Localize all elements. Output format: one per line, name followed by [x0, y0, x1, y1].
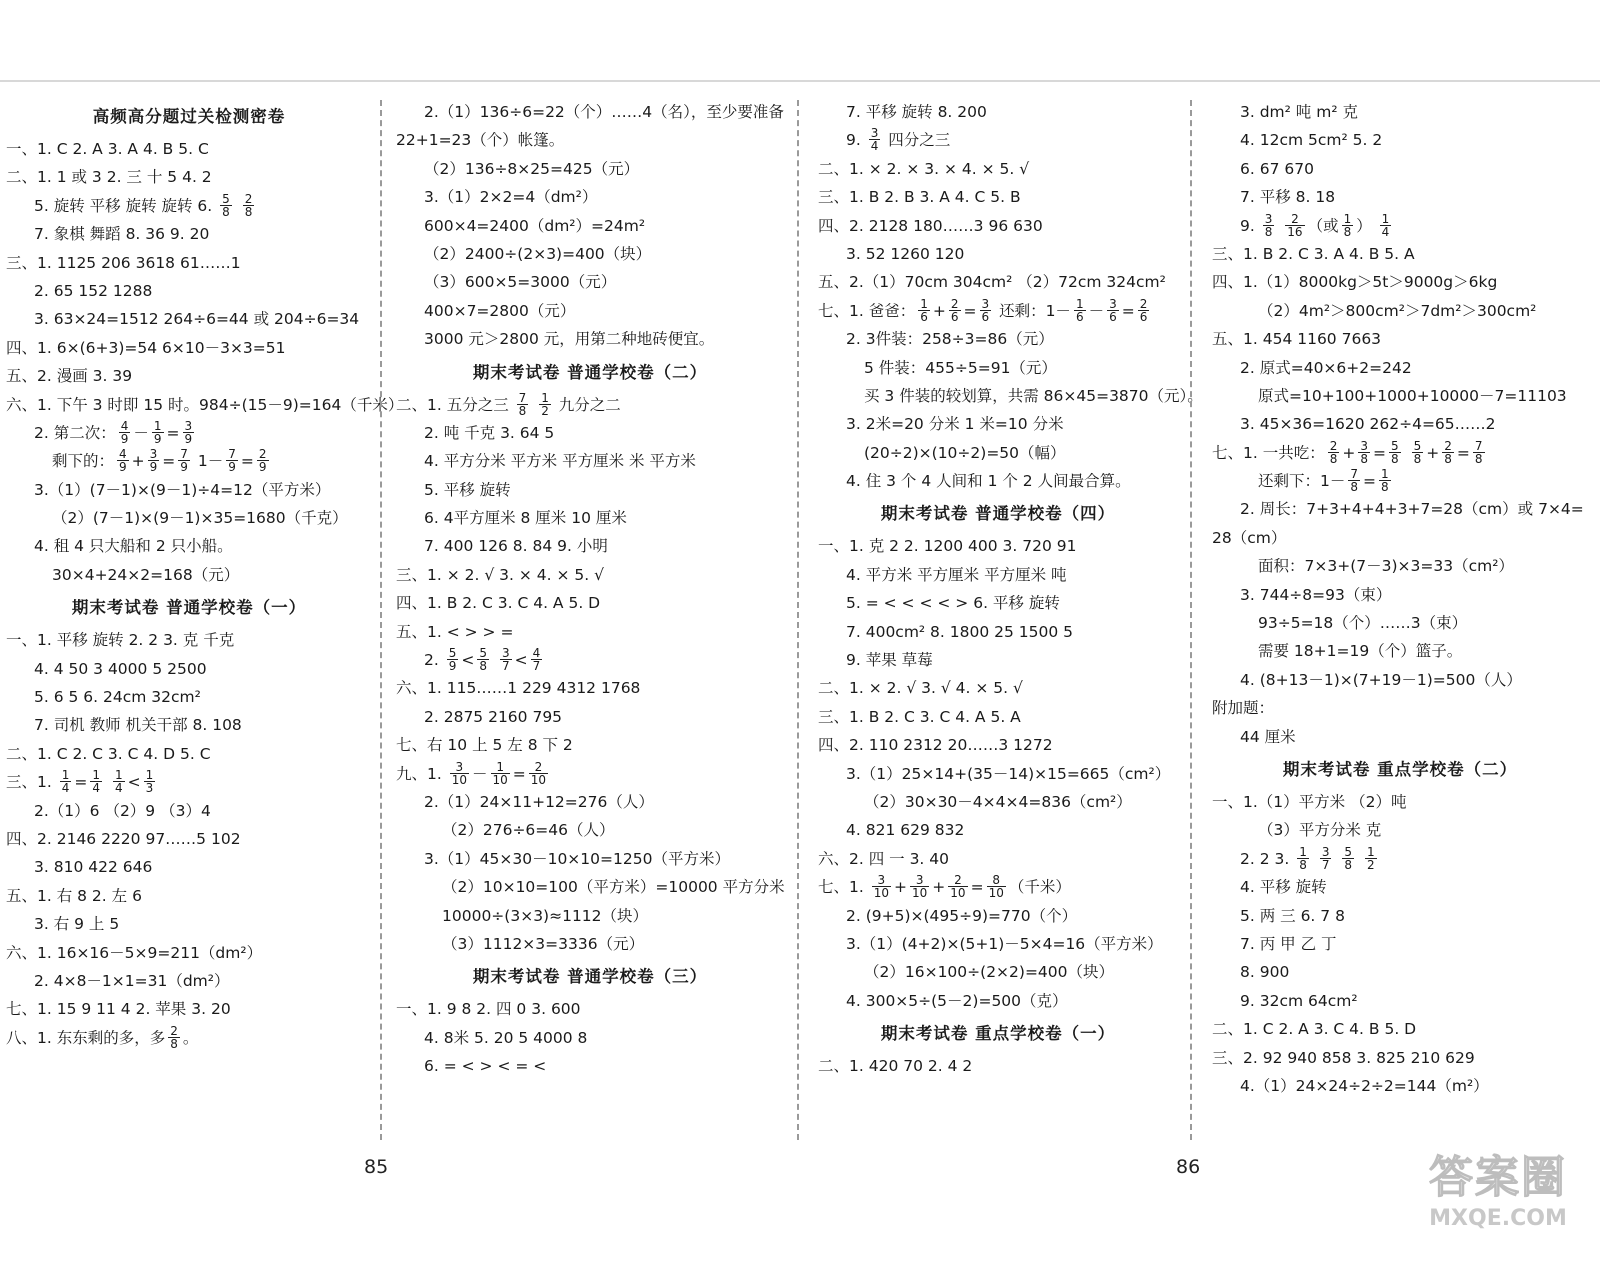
- answer-line: 7. 400cm² 8. 1800 25 1500 5: [846, 622, 1074, 641]
- fraction: $\frac{1}{10}$: [492, 759, 508, 787]
- answer-line: 4. 12cm 5cm² 5. 2: [1240, 131, 1383, 150]
- answer-line: 七、1. 爸爸： $\frac{1}{6}$ + $\frac{2}{6}$ = $\frac{3}{6}$ 还剩：1－ $\frac{1}{6}$ － $\frac{3}{6}$ = $\frac{2}{6}$: [818, 296, 1148, 324]
- answer-line: 3. 810 422 646: [34, 858, 153, 877]
- fraction: $\frac{2}{10}$: [530, 759, 547, 787]
- fraction: $\frac{1}{8}$: [1343, 211, 1352, 239]
- answer-line: 7. 平移 8. 18: [1240, 188, 1336, 207]
- answer-line: 10000÷(3×3)≈1112（块）: [442, 906, 649, 925]
- column-4: [1212, 98, 1588, 1100]
- fraction: $\frac{1}{8}$: [1299, 844, 1307, 872]
- answer-line: 4. 300×5÷(5－2)=500（克）: [846, 991, 1068, 1010]
- fraction: $\frac{8}{10}$: [988, 873, 1004, 901]
- fraction: $\frac{3}{8}$: [1264, 211, 1273, 239]
- watermark-logo: 答案圈: [1429, 1152, 1567, 1203]
- fraction: $\frac{1}{4}$: [1381, 211, 1390, 239]
- answer-line: 四、2. 110 2312 20……3 1272: [818, 736, 1053, 755]
- fraction: $\frac{3}{10}$: [873, 873, 889, 901]
- top-rule: [0, 80, 1600, 82]
- answer-line: 二、1. 1 或 3 2. 三 十 5 4. 2: [6, 168, 212, 187]
- answer-line: 三、1. $\frac{1}{4}$ = $\frac{1}{4}$ $\frac{1}{4}$ < $\frac{1}{3}$: [6, 768, 154, 796]
- answer-line: 一、1. 9 8 2. 四 0 3. 600: [396, 1000, 581, 1019]
- answer-line: （2）(7－1)×(9－1)×35=1680（千克）: [52, 509, 348, 528]
- fraction: $\frac{5}{9}$: [448, 646, 457, 674]
- answer-line: 六、2. 四 一 3. 40: [818, 849, 950, 868]
- fraction: $\frac{3}{7}$: [1321, 844, 1330, 872]
- fraction: $\frac{2}{16}$: [1287, 211, 1303, 239]
- fraction: $\frac{3}{6}$: [981, 296, 990, 324]
- fraction: $\frac{2}{8}$: [170, 1023, 178, 1051]
- page-number-right: 86: [1176, 1156, 1201, 1178]
- answer-line: （3）1112×3=3336（元）: [442, 934, 645, 953]
- column-1: [6, 98, 404, 1052]
- answer-line: 2.（1）24×11+12=276（人）: [424, 792, 654, 811]
- answer-line: 五、1. < > > =: [396, 622, 514, 641]
- column-divider-3: [1190, 100, 1192, 1140]
- answer-line: 二、1. 420 70 2. 4 2: [818, 1057, 973, 1076]
- answer-line: 6. = < > < = <: [424, 1057, 547, 1076]
- answer-line: （3）600×5=3000（元）: [424, 273, 617, 292]
- answer-line: 6. 4平方厘米 8 厘米 10 厘米: [424, 509, 627, 528]
- answer-line: 5. 两 三 6. 7 8: [1240, 906, 1345, 925]
- column-divider-2: [797, 100, 799, 1140]
- answer-line: （2）2400÷(2×3)=400（块）: [424, 244, 652, 263]
- answer-line: 9. $\frac{3}{8}$ $\frac{2}{16}$ （或 $\frac{1}{8}$ ） $\frac{1}{4}$: [1240, 211, 1390, 239]
- answer-line: 5. 平移 旋转: [424, 480, 511, 499]
- answer-line: 30×4+24×2=168（元）: [52, 565, 240, 584]
- fraction: $\frac{3}{9}$: [184, 418, 193, 446]
- fraction: $\frac{1}{4}$: [61, 768, 70, 796]
- answer-line: 44 厘米: [1240, 727, 1296, 746]
- answer-line: 3. 744÷8=93（束）: [1240, 585, 1392, 604]
- answer-line: 五、1. 454 1160 7663: [1212, 330, 1382, 349]
- answer-line: 4. 平移 旋转: [1240, 878, 1327, 897]
- answer-line: 2. 3件装：258÷3=86（元）: [846, 330, 1054, 349]
- answer-line: （2）30×30－4×4×4=836（cm²）: [864, 792, 1132, 811]
- answer-line: 五、2.（1）70cm 304cm² （2）72cm 324cm²: [818, 273, 1166, 292]
- answer-line: 5. 6 5 6. 24cm 32cm²: [34, 688, 201, 707]
- watermark: [1408, 1150, 1588, 1250]
- fraction: $\frac{7}{8}$: [518, 390, 527, 418]
- answer-line: (20÷2)×(10÷2)=50（幅）: [864, 443, 1066, 462]
- answer-line: （2）136÷8×25=425（元）: [424, 159, 640, 178]
- answer-line: 六、1. 16×16－5×9=211（dm²）: [6, 943, 263, 962]
- section-heading: 期末考试卷 重点学校卷（二）: [1282, 759, 1518, 779]
- answer-line: 三、2. 92 940 858 3. 825 210 629: [1212, 1048, 1475, 1067]
- answer-line: 七、右 10 上 5 左 8 下 2: [396, 736, 573, 755]
- fraction: $\frac{5}{8}$: [222, 191, 230, 219]
- answer-line: （2）4m²＞800cm²＞7dm²＞300cm²: [1258, 301, 1537, 320]
- answer-line: 七、1. $\frac{3}{10}$ + $\frac{3}{10}$ + $\frac{2}{10}$ = $\frac{8}{10}$ （千米）: [818, 873, 1071, 901]
- answer-line: 2. 吨 千克 3. 64 5: [424, 423, 555, 442]
- answer-line: 二、1. × 2. √ 3. √ 4. × 5. √: [818, 679, 1023, 698]
- fraction: $\frac{7}{9}$: [180, 447, 188, 475]
- fraction: $\frac{1}{9}$: [153, 418, 162, 446]
- answer-line: 一、1. 平移 旋转 2. 2 3. 克 千克: [6, 631, 235, 650]
- fraction: $\frac{5}{8}$: [479, 646, 487, 674]
- fraction: $\frac{4}{9}$: [119, 447, 127, 475]
- answer-line: 7. 司机 教师 机关干部 8. 108: [34, 716, 242, 735]
- answer-line: 6. 67 670: [1240, 159, 1314, 178]
- fraction: $\frac{2}{10}$: [950, 873, 966, 901]
- answer-line: 五、1. 右 8 2. 左 6: [6, 886, 142, 905]
- answer-line: 需要 18+1=19（个）篮子。: [1258, 642, 1463, 661]
- section-heading: 期末考试卷 重点学校卷（一）: [880, 1024, 1116, 1044]
- answer-line: 4. 8米 5. 20 5 4000 8: [424, 1028, 588, 1047]
- fraction: $\frac{5}{8}$: [1344, 844, 1353, 872]
- answer-line: 2. 2875 2160 795: [424, 707, 563, 726]
- fraction: $\frac{5}{8}$: [1413, 438, 1422, 466]
- answer-line: 3.（1）25×14+(35－14)×15=665（cm²）: [846, 764, 1171, 783]
- answer-line: 四、1. B 2. C 3. C 4. A 5. D: [396, 594, 601, 613]
- fraction: $\frac{2}{6}$: [950, 296, 959, 324]
- column-2: [396, 98, 784, 1081]
- answer-line: 四、2. 2146 2220 97……5 102: [6, 829, 241, 848]
- answer-line: 七、1. 一共吃： $\frac{2}{8}$ + $\frac{3}{8}$ = $\frac{5}{8}$ $\frac{5}{8}$ + $\frac{2}{8}$ = $\frac{7}{8}$: [1212, 438, 1483, 466]
- section-heading: 期末考试卷 普通学校卷（二）: [472, 362, 708, 382]
- answer-line: 4. 平方分米 平方米 平方厘米 米 平方米: [424, 452, 696, 471]
- answer-line: 93÷5=18（个）……3（束）: [1258, 614, 1468, 633]
- section-heading: 期末考试卷 普通学校卷（四）: [880, 504, 1116, 524]
- page-number-left: 85: [364, 1156, 389, 1178]
- answer-line: 4. 平方米 平方厘米 平方厘米 吨: [846, 565, 1067, 584]
- answer-line: 2. 4×8－1×1=31（dm²）: [34, 971, 230, 990]
- answer-line: 8. 900: [1240, 963, 1290, 982]
- answer-line: 面积：7×3+(7－3)×3=33（cm²）: [1258, 557, 1514, 576]
- answer-line: 2. 第二次： $\frac{4}{9}$ － $\frac{1}{9}$ = $\frac{3}{9}$: [34, 418, 193, 446]
- fraction: $\frac{1}{2}$: [541, 390, 549, 418]
- answer-line: 买 3 件装的较划算，共需 86×45=3870（元）。: [864, 386, 1203, 405]
- fraction: $\frac{7}{9}$: [228, 447, 236, 475]
- answer-line: 9. 32cm 64cm²: [1240, 991, 1358, 1010]
- section-heading: 期末考试卷 普通学校卷（一）: [71, 598, 307, 618]
- answer-line: 3. 45×36=1620 262÷4=65……2: [1240, 415, 1496, 434]
- answer-line: 3.（1）(7－1)×(9－1)÷4=12（平方米）: [34, 480, 331, 499]
- answer-line: 3000 元＞2800 元，用第二种地砖便宜。: [424, 330, 715, 349]
- section-heading: 高频高分题过关检测密卷: [92, 107, 286, 126]
- answer-line: 9. 苹果 草莓: [846, 651, 933, 670]
- answer-line: 剩下的： $\frac{4}{9}$ + $\frac{3}{9}$ = $\frac{7}{9}$ 1－ $\frac{7}{9}$ = $\frac{2}{9}$: [52, 447, 267, 475]
- answer-line: 7. 平移 旋转 8. 200: [846, 103, 987, 121]
- fraction: $\frac{2}{8}$: [1329, 438, 1338, 466]
- fraction: $\frac{3}{8}$: [1360, 438, 1368, 466]
- answer-line: 3. 2米=20 分米 1 米=10 分米: [846, 415, 1064, 434]
- answer-line: 28（cm）: [1212, 528, 1287, 547]
- answer-line: 三、1. × 2. √ 3. × 4. × 5. √: [396, 565, 605, 584]
- answer-line: 2. $\frac{5}{9}$ < $\frac{5}{8}$ $\frac{3}{7}$ < $\frac{4}{7}$: [424, 646, 541, 674]
- fraction: $\frac{1}{2}$: [1366, 844, 1375, 872]
- answer-line: 7. 象棋 舞蹈 8. 36 9. 20: [34, 225, 210, 244]
- answer-line: 2. 65 152 1288: [34, 281, 153, 300]
- fraction: $\frac{2}{8}$: [244, 191, 253, 219]
- fraction: $\frac{3}{10}$: [912, 873, 928, 901]
- answer-line: 5. = < < < < > 6. 平移 旋转: [846, 594, 1060, 613]
- fraction: $\frac{4}{9}$: [120, 418, 129, 446]
- answer-line: 三、1. B 2. C 3. A 4. B 5. A: [1212, 244, 1415, 263]
- column-divider-1: [380, 100, 382, 1140]
- answer-line: 400×7=2800（元）: [424, 301, 576, 320]
- answer-line: 2. 2 3. $\frac{1}{8}$ $\frac{3}{7}$ $\frac{5}{8}$ $\frac{1}{2}$: [1240, 844, 1375, 872]
- answer-line: 一、1.（1）平方米 （2）吨: [1212, 792, 1407, 811]
- answer-line: 二、1. 五分之三 $\frac{7}{8}$ $\frac{1}{2}$ 九分之二: [396, 390, 621, 418]
- answer-line: 三、1. B 2. C 3. C 4. A 5. A: [818, 707, 1021, 726]
- fraction: $\frac{1}{4}$: [92, 768, 100, 796]
- fraction: $\frac{3}{9}$: [149, 447, 158, 475]
- answer-line: 3.（1）45×30－10×10=1250（平方米）: [424, 849, 730, 868]
- answer-line: 7. 400 126 8. 84 9. 小明: [424, 537, 608, 556]
- answer-line: 4. 4 50 3 4000 5 2500: [34, 659, 207, 678]
- fraction: $\frac{1}{6}$: [920, 296, 928, 324]
- answer-line: 2. 原式=40×6+2=242: [1240, 358, 1412, 377]
- answer-line: 4. 租 4 只大船和 2 只小船。: [34, 537, 233, 556]
- fraction: $\frac{3}{7}$: [501, 646, 510, 674]
- answer-line: 2.（1）6 （2）9 （3）4: [34, 801, 211, 820]
- answer-line: 2. 周长：7+3+4+4+3+7=28（cm）或 7×4=: [1240, 500, 1584, 519]
- answer-line: 三、1. B 2. B 3. A 4. C 5. B: [818, 188, 1021, 207]
- fraction: $\frac{1}{3}$: [145, 768, 154, 796]
- answer-line: 原式=10+100+1000+10000－7=11103: [1258, 386, 1567, 405]
- fraction: $\frac{7}{8}$: [1350, 467, 1359, 495]
- column-3: [818, 98, 1203, 1081]
- answer-line: 八、1. 东东剩的多，多 $\frac{2}{8}$ 。: [6, 1023, 199, 1051]
- fraction: $\frac{2}{9}$: [258, 447, 267, 475]
- answer-line: 五、2. 漫画 3. 39: [6, 367, 133, 386]
- answer-line: 2.（1）136÷6=22（个）……4（名），至少要准备: [424, 103, 784, 121]
- answer-line: 二、1. C 2. A 3. C 4. B 5. D: [1212, 1020, 1417, 1039]
- answer-line: 600×4=2400（dm²）=24m²: [424, 216, 646, 235]
- answer-line: 二、1. × 2. × 3. × 4. × 5. √: [818, 159, 1030, 178]
- answer-line: （3）平方分米 克: [1258, 821, 1382, 840]
- answer-line: （2）276÷6=46（人）: [442, 821, 615, 840]
- fraction: $\frac{1}{4}$: [114, 768, 123, 796]
- answer-line: 7. 丙 甲 乙 丁: [1240, 934, 1337, 953]
- section-heading: 期末考试卷 普通学校卷（三）: [472, 967, 708, 987]
- answer-line: 4. 住 3 个 4 人间和 1 个 2 人间最合算。: [846, 472, 1131, 491]
- answer-line: 3. 右 9 上 5: [34, 915, 120, 934]
- answer-line: 5. 旋转 平移 旋转 旋转 6. $\frac{5}{8}$ $\frac{2}{8}$: [34, 191, 253, 219]
- answer-line: 还剩下：1－ $\frac{7}{8}$ = $\frac{1}{8}$: [1258, 467, 1389, 495]
- answer-line: 七、1. 15 9 11 4 2. 苹果 3. 20: [6, 1000, 231, 1019]
- answer-line: 3. 52 1260 120: [846, 244, 965, 263]
- fraction: $\frac{3}{10}$: [451, 759, 467, 787]
- answer-line: 22+1=23（个）帐篷。: [396, 131, 565, 150]
- answer-line: 九、1. $\frac{3}{10}$ － $\frac{1}{10}$ = $\frac{2}{10}$: [396, 759, 547, 787]
- fraction: $\frac{7}{8}$: [1474, 438, 1483, 466]
- answer-line: 附加题：: [1212, 699, 1275, 718]
- answer-line: 9. $\frac{3}{4}$ 四分之三: [846, 126, 951, 154]
- answer-line: 2. (9+5)×(495÷9)=770（个）: [846, 906, 1078, 925]
- answer-line: 3. dm² 吨 m² 克: [1240, 103, 1358, 121]
- fraction: $\frac{2}{6}$: [1139, 296, 1148, 324]
- fraction: $\frac{1}{6}$: [1075, 296, 1084, 324]
- answer-line: 4. (8+13－1)×(7+19－1)=500（人）: [1240, 670, 1522, 689]
- fraction: $\frac{1}{8}$: [1381, 467, 1389, 495]
- answer-line: 4. 821 629 832: [846, 821, 965, 840]
- answer-line: 四、2. 2128 180……3 96 630: [818, 216, 1043, 235]
- answer-line: 二、1. C 2. C 3. C 4. D 5. C: [6, 744, 211, 763]
- answer-line: 3.（1）(4+2)×(5+1)－5×4=16（平方米）: [846, 934, 1163, 953]
- fraction: $\frac{3}{4}$: [870, 126, 879, 154]
- answer-line: 一、1. C 2. A 3. A 4. B 5. C: [6, 140, 209, 158]
- answer-line: 四、1.（1）8000kg＞5t＞9000g＞6kg: [1212, 273, 1498, 292]
- answer-line: 3.（1）2×2=4（dm²）: [424, 188, 598, 207]
- fraction: $\frac{3}{6}$: [1109, 296, 1117, 324]
- answer-line: 六、1. 下午 3 时即 15 时。984÷(15－9)=164（千米）: [6, 395, 404, 414]
- fraction: $\frac{5}{8}$: [1391, 438, 1399, 466]
- answer-line: 一、1. 克 2 2. 1200 400 3. 720 91: [818, 537, 1077, 556]
- answer-line: 5 件装：455÷5=91（元）: [864, 358, 1057, 377]
- fraction: $\frac{4}{7}$: [532, 646, 541, 674]
- answer-line: 三、1. 1125 206 3618 61……1: [6, 253, 241, 272]
- answer-line: 3. 63×24=1512 264÷6=44 或 204÷6=34: [34, 310, 360, 329]
- answer-line: （2）10×10=100（平方米）=10000 平方分米: [442, 878, 785, 897]
- fraction: $\frac{2}{8}$: [1444, 438, 1452, 466]
- watermark-url: MXQE.COM: [1429, 1206, 1567, 1231]
- answer-line: 4.（1）24×24÷2÷2=144（m²）: [1240, 1076, 1489, 1095]
- answer-line: （2）16×100÷(2×2)=400（块）: [864, 963, 1115, 982]
- answer-line: 四、1. 6×(6+3)=54 6×10－3×3=51: [6, 338, 286, 357]
- answer-line: 六、1. 115……1 229 4312 1768: [396, 679, 641, 698]
